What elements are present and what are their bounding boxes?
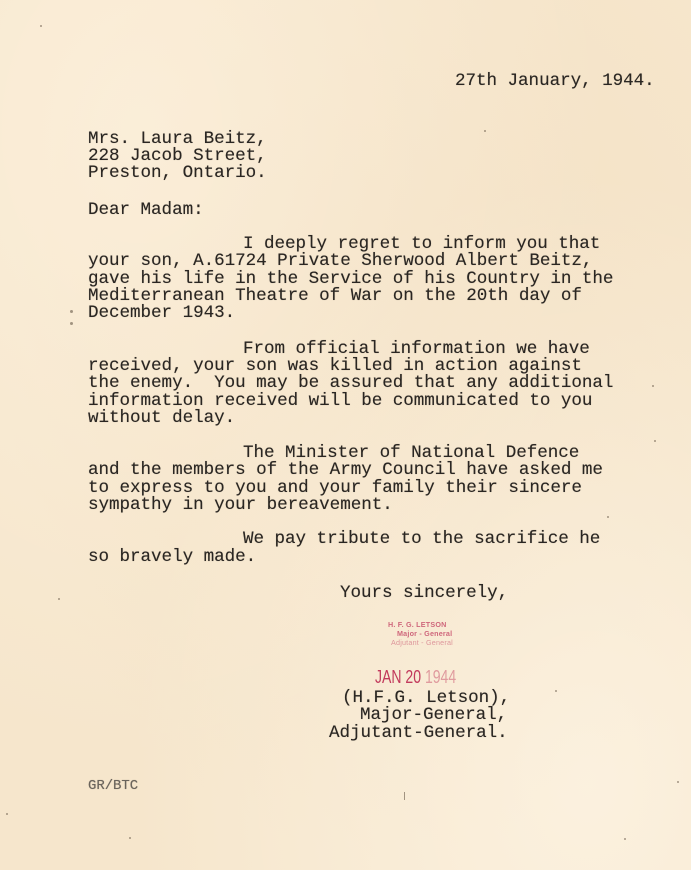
recipient-street: 228 Jacob Street, (88, 146, 267, 166)
paper-speck (40, 25, 42, 27)
paper-speck (58, 598, 60, 600)
paper-speck (555, 690, 557, 692)
paper-speck (70, 310, 73, 313)
paragraph-line: and the members of the Army Council have asked me (88, 460, 603, 480)
signatory-rank: Major-General, (360, 705, 508, 725)
paper-speck (129, 837, 131, 839)
paragraph-line: so bravely made. (88, 547, 257, 567)
paper-speck (607, 516, 609, 518)
signatory-name: (H.F.G. Letson), (342, 688, 511, 708)
signatory-title: Adjutant-General. (329, 723, 508, 743)
paragraph-line: We pay tribute to the sacrifice he (243, 529, 601, 549)
stamp-rank: Major - General (397, 629, 453, 638)
stamp-year: 1944 (424, 667, 457, 687)
paragraph-line: information received will be communicated to you (88, 391, 593, 411)
paragraph-line: The Minister of National Defence (243, 443, 580, 463)
recipient-city: Preston, Ontario. (88, 163, 267, 183)
paper-speck (6, 813, 8, 815)
paragraph-line: Mediterranean Theatre of War on the 20th day of (88, 286, 582, 306)
paragraph-line: From official information we have (243, 339, 590, 359)
paper-speck (652, 385, 654, 387)
paragraph-line: received, your son was killed in action against (88, 356, 582, 376)
paragraph-line: the enemy. You may be assured that any additional (88, 373, 614, 393)
received-date-stamp (375, 668, 456, 686)
paragraph-line: gave his life in the Service of his Country in the (88, 269, 614, 289)
paragraph-line: without delay. (88, 408, 236, 428)
stamp-title: Adjutant - General (391, 638, 453, 647)
paper-speck (654, 440, 656, 442)
reference-initials: GR/BTC (88, 778, 139, 794)
paper-speck (677, 781, 679, 783)
paragraph-line: December 1943. (88, 303, 236, 323)
recipient-name: Mrs. Laura Beitz, (88, 129, 267, 149)
paragraph-line: I deeply regret to inform you that (243, 234, 601, 254)
letter-date: 27th January, 1944. (455, 71, 655, 91)
stamp-name: H. F. G. LETSON (388, 620, 447, 629)
paragraph-line: to express to you and your family their sincere (88, 478, 582, 498)
paper-speck (624, 838, 626, 840)
paper-speck (70, 322, 73, 325)
paper-mark (404, 792, 405, 800)
paragraph-line: your son, A.61724 Private Sherwood Albert Beitz, (88, 251, 593, 271)
closing: Yours sincerely, (340, 583, 509, 603)
salutation: Dear Madam: (88, 200, 204, 220)
paper-speck (484, 130, 486, 132)
paragraph-line: sympathy in your bereavement. (88, 495, 393, 515)
stamp-month-day: JAN 20 (375, 667, 425, 687)
